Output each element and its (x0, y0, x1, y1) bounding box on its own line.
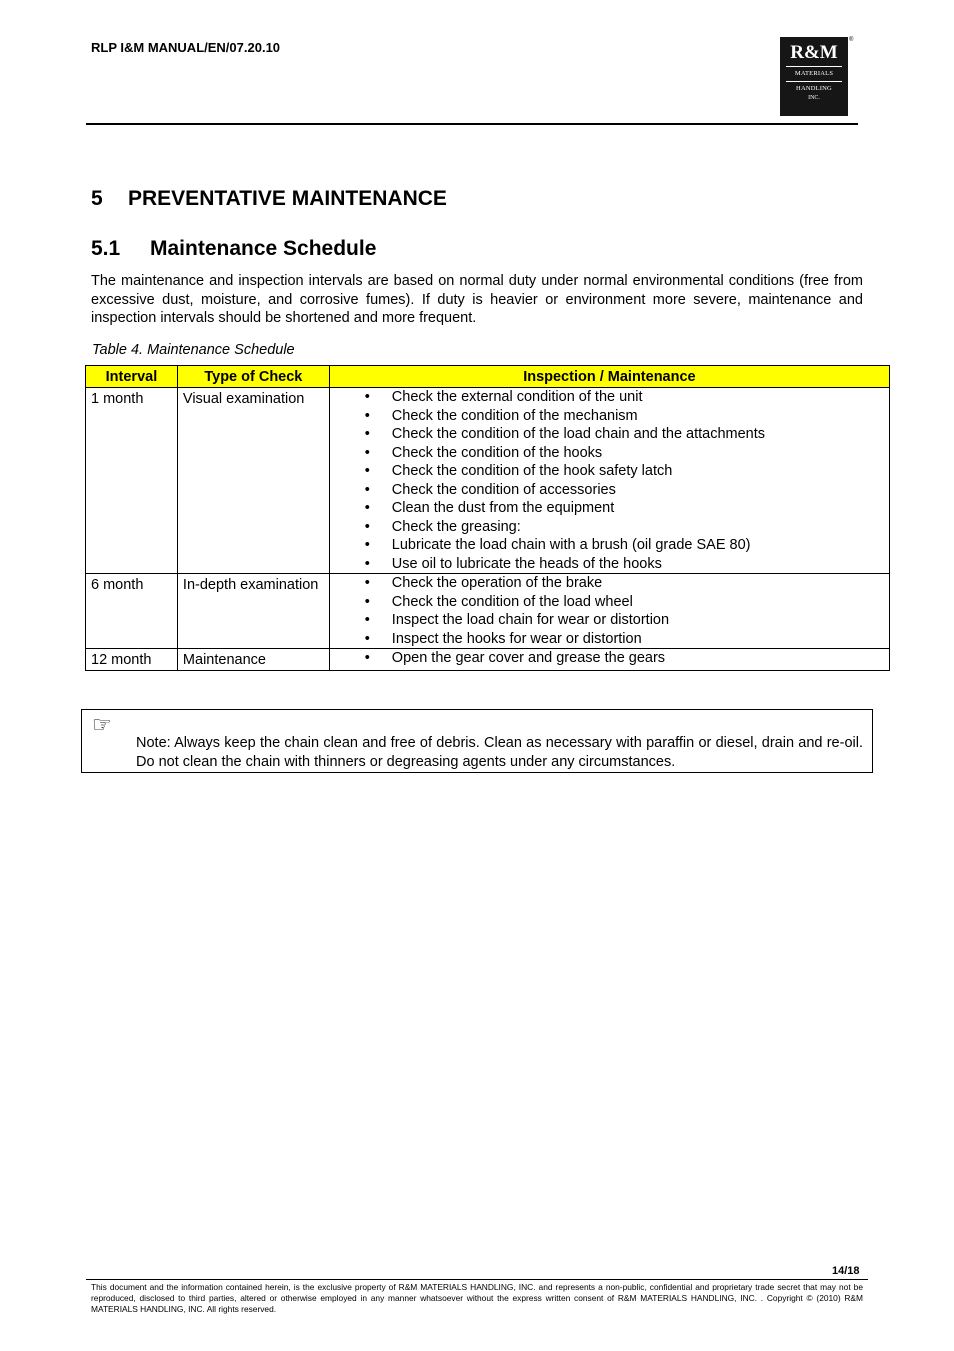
bullet-icon: • (364, 537, 370, 553)
document-id: RLP I&M MANUAL/EN/07.20.10 (91, 40, 281, 55)
footer-divider (86, 1279, 868, 1280)
bullet-icon: • (364, 650, 370, 666)
subsection-title: Maintenance Schedule (150, 237, 377, 260)
table-row (86, 649, 890, 671)
pointing-hand-icon: ☞ (92, 713, 112, 738)
section-heading (91, 187, 447, 211)
note-box (81, 709, 873, 773)
list-item-text: Clean the dust from the equipment (391, 500, 615, 516)
header-interval: Interval (86, 366, 178, 388)
list-item-text: Check the external condition of the unit (391, 389, 643, 405)
header-inspection-maintenance: Inspection / Maintenance (329, 366, 889, 388)
bullet-icon: • (364, 444, 370, 461)
list-item (330, 407, 889, 426)
list-item (330, 611, 889, 630)
cell-inspection-list (329, 649, 889, 671)
list-item-text: Use oil to lubricate the heads of the hooks (391, 555, 662, 572)
list-item-text: Check the condition of accessories (391, 481, 616, 498)
logo-inc: INC. (808, 95, 820, 101)
bullet-icon: • (364, 612, 370, 628)
cell-inspection-list (329, 388, 889, 574)
table-caption: Table 4. Maintenance Schedule (92, 342, 295, 358)
table-row (86, 388, 890, 574)
intro-paragraph: The maintenance and inspection intervals are based on normal duty under normal environmental conditions (free from excessive dust, moisture, and corrosive fumes). If duty is heavier or environment more severe, maintenance and inspection intervals should be shortened and more frequent. (91, 273, 863, 326)
bullet-icon: • (364, 463, 370, 479)
list-item (330, 593, 889, 612)
table-row (86, 574, 890, 649)
list-item-text: Inspect the load chain for wear or distortion (391, 612, 670, 628)
inspection-list (330, 649, 889, 668)
cell-inspection-list (329, 574, 889, 649)
list-item-text: Inspect the hooks for wear or distortion (391, 630, 642, 647)
bullet-icon: • (364, 481, 370, 498)
bullet-icon: • (364, 407, 370, 424)
footer-legal-text: This document and the information contained herein, is the exclusive property of R&M MATERIALS HANDLING, INC. and represents a non-public, confidential and proprietary trade secret that may not be reproduced, disclosed to third parties, altered or otherwise employed in any manner whatsoever without the express written consent of R&M MATERIALS HANDLING, INC. . Copyright © (2010) R&M MATERIALS HANDLING, INC. All rights reserved. (91, 1282, 863, 1314)
list-item (330, 536, 889, 555)
list-item-text: Lubricate the load chain with a brush (oil grade SAE 80) (391, 537, 751, 553)
list-item-text: Check the condition of the load wheel (391, 593, 633, 610)
list-item (330, 388, 889, 407)
bullet-icon: • (364, 630, 370, 647)
bullet-icon: • (364, 518, 370, 535)
list-item-text: Check the condition of the load chain and the attachments (391, 426, 766, 442)
cell-interval: 6 month (86, 574, 178, 649)
cell-interval: 1 month (86, 388, 178, 574)
company-logo (780, 37, 848, 116)
note-text: Note: Always keep the chain clean and free of debris. Clean as necessary with paraffin or diesel, drain and re-oil. Do not clean the chain with thinners or degreasing agents under any circumstances. (136, 735, 863, 770)
bullet-icon: • (364, 575, 370, 591)
list-item (330, 649, 889, 668)
list-item (330, 574, 889, 593)
bullet-icon: • (364, 555, 370, 572)
subsection-number: 5.1 (91, 237, 121, 260)
list-item-text: Check the condition of the hooks (391, 444, 603, 461)
list-item (330, 462, 889, 481)
bullet-icon: • (364, 500, 370, 516)
logo-materials: MATERIALS (786, 66, 842, 78)
list-item (330, 444, 889, 463)
list-item (330, 518, 889, 537)
cell-type-of-check: Maintenance (177, 649, 329, 671)
bullet-icon: • (364, 426, 370, 442)
header-type-of-check: Type of Check (177, 366, 329, 388)
list-item-text: Check the operation of the brake (391, 575, 603, 591)
bullet-icon: • (364, 593, 370, 610)
bullet-icon: • (364, 389, 370, 405)
list-item (330, 481, 889, 500)
page-number: 14/18 (832, 1265, 860, 1277)
registered-mark: ® (849, 37, 854, 43)
maintenance-schedule-table (85, 365, 890, 671)
cell-interval: 12 month (86, 649, 178, 671)
list-item (330, 499, 889, 518)
list-item-text: Check the condition of the hook safety latch (391, 463, 673, 479)
header-divider (86, 123, 858, 125)
logo-rm: R&M (790, 42, 838, 63)
section-number: 5 (91, 187, 103, 210)
list-item-text: Check the greasing: (391, 518, 521, 535)
logo-handling: HANDLING (786, 81, 842, 93)
section-title: PREVENTATIVE MAINTENANCE (128, 187, 447, 210)
subsection-heading (91, 237, 376, 261)
list-item (330, 555, 889, 574)
list-item-text: Check the condition of the mechanism (391, 407, 638, 424)
inspection-list (330, 574, 889, 648)
cell-type-of-check: Visual examination (177, 388, 329, 574)
list-item (330, 425, 889, 444)
table-header-row (86, 366, 890, 388)
list-item-text: Open the gear cover and grease the gears (391, 650, 666, 666)
list-item (330, 630, 889, 649)
inspection-list (330, 388, 889, 573)
cell-type-of-check: In-depth examination (177, 574, 329, 649)
